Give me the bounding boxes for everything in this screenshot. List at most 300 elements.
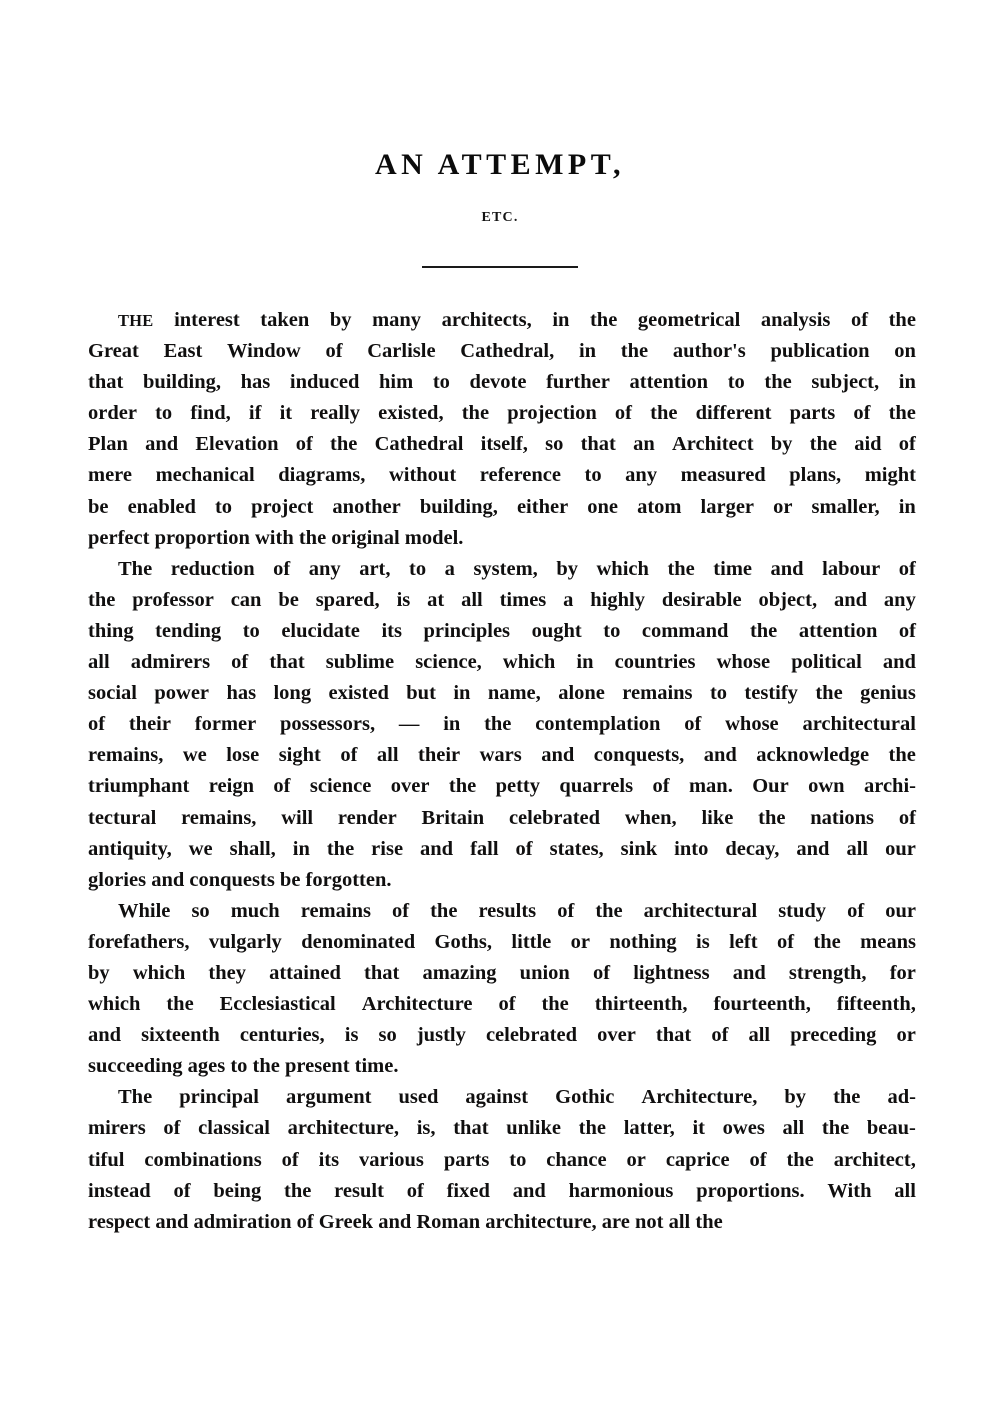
word: itself,: [480, 433, 528, 456]
word: science,: [415, 651, 482, 674]
word: in: [443, 713, 461, 736]
word: our: [885, 837, 916, 860]
word: means: [860, 930, 916, 953]
word: being: [213, 1179, 262, 1202]
word: or: [570, 930, 591, 953]
word: of: [749, 1148, 767, 1171]
word: subject,: [811, 371, 880, 394]
word: sight: [278, 744, 321, 767]
word: reign: [208, 775, 254, 798]
word: and: [796, 837, 830, 860]
word: that: [364, 961, 400, 984]
text-line: [88, 585, 916, 616]
word: in: [453, 682, 471, 705]
word: of: [614, 402, 632, 425]
word: and: [145, 433, 179, 456]
text-line: [88, 896, 916, 927]
word: parts: [443, 1148, 490, 1171]
word: art,: [359, 557, 391, 580]
word: of: [776, 930, 795, 953]
word: over: [390, 775, 430, 798]
word: wars: [479, 744, 522, 767]
word: and: [420, 837, 454, 860]
word: which: [132, 961, 186, 984]
word: result: [334, 1179, 384, 1202]
word: antiquity,: [88, 837, 172, 860]
word: to: [603, 619, 621, 642]
word: is,: [416, 1117, 436, 1140]
word: to: [242, 619, 260, 642]
text-line: [88, 771, 916, 802]
word: of: [231, 651, 249, 674]
word: any: [308, 557, 341, 580]
word: and: [882, 651, 916, 674]
word: With: [827, 1179, 872, 1202]
word: to: [709, 682, 728, 705]
word: of: [163, 1117, 181, 1140]
word: —: [398, 713, 420, 736]
word: of: [592, 961, 611, 984]
word: labour: [822, 557, 881, 580]
word: rise: [371, 837, 404, 860]
word: Carlisle: [367, 340, 436, 363]
word: a: [563, 588, 574, 611]
word: which: [88, 993, 141, 1016]
word: tiful: [88, 1148, 125, 1171]
word: the: [484, 713, 512, 736]
word: analysis: [760, 309, 831, 331]
word: states,: [549, 837, 604, 860]
word: possessors,: [280, 713, 376, 736]
word: the: [650, 402, 678, 425]
word: one: [587, 495, 618, 518]
word: whose: [716, 651, 771, 674]
word: remains,: [181, 806, 257, 829]
word: its: [318, 1148, 340, 1171]
text-line: [88, 367, 916, 398]
word: they: [208, 961, 246, 984]
word: so: [378, 1024, 397, 1047]
word: the: [430, 899, 458, 922]
word: project: [251, 495, 314, 518]
word: lose: [226, 744, 260, 767]
word: building,: [142, 371, 222, 394]
word: over: [597, 1024, 636, 1047]
word: remains: [622, 682, 693, 705]
word: further: [546, 371, 610, 394]
word: architectural: [802, 713, 916, 736]
word: fall: [470, 837, 499, 860]
word: publication: [770, 340, 870, 363]
word: harmonious: [568, 1179, 674, 1202]
word: the: [888, 744, 916, 767]
word: fifteenth,: [836, 993, 916, 1016]
word: study: [778, 899, 827, 922]
word: of: [847, 899, 865, 922]
word: author's: [672, 340, 746, 363]
word: to: [214, 495, 233, 518]
word: preceding: [790, 1024, 877, 1047]
word: so: [191, 899, 210, 922]
word: their: [128, 713, 171, 736]
text-line: [88, 1145, 916, 1176]
word: architects,: [441, 309, 532, 331]
word: of: [295, 433, 313, 456]
word: the: [809, 433, 837, 456]
text-line: [88, 492, 916, 523]
section-divider-rule: [422, 266, 578, 268]
word: and: [88, 1024, 122, 1047]
word: we: [188, 837, 213, 860]
text-line: [88, 740, 916, 771]
word: Our: [752, 775, 789, 798]
word: denominated: [301, 930, 416, 953]
word: will: [281, 806, 314, 829]
word: tending: [155, 619, 222, 642]
word: triumphant: [88, 775, 190, 798]
word: results: [478, 899, 537, 922]
word: in: [578, 340, 597, 363]
word: of: [684, 713, 702, 736]
word: justly: [416, 1024, 466, 1047]
word: While: [118, 899, 171, 922]
word: by: [770, 433, 793, 456]
word: forefathers,: [88, 930, 190, 953]
word: the: [448, 775, 477, 798]
word: Cathedral,: [460, 340, 555, 363]
word: without: [388, 464, 457, 487]
word: beau-: [866, 1117, 916, 1140]
word: owes: [722, 1117, 765, 1140]
word: long: [273, 682, 312, 705]
word: petty: [495, 775, 541, 798]
word: the: [88, 588, 116, 611]
text-line: [88, 958, 916, 989]
text-line: [88, 554, 916, 585]
word: and: [833, 588, 868, 611]
word: little: [511, 930, 552, 953]
word: The: [118, 557, 153, 580]
paragraph: [88, 896, 916, 1083]
word: all: [782, 1117, 805, 1140]
word: quarrels: [559, 775, 634, 798]
word: the: [786, 1148, 814, 1171]
word: times: [499, 588, 547, 611]
word: attention: [798, 619, 878, 642]
word: different: [695, 402, 772, 425]
word: instead: [88, 1179, 151, 1202]
word: of: [273, 775, 291, 798]
word: parts: [789, 402, 836, 425]
word: by: [88, 961, 110, 984]
word: attention: [629, 371, 709, 394]
word: architecture,: [287, 1117, 400, 1140]
word: the: [461, 402, 490, 425]
word: ad-: [887, 1086, 916, 1109]
text-line: [88, 305, 916, 336]
word: plans,: [789, 464, 842, 487]
word: our: [885, 899, 916, 922]
word: really: [310, 402, 360, 425]
word: diagrams,: [278, 464, 366, 487]
word: fourteenth,: [713, 993, 811, 1016]
word: of: [850, 309, 869, 331]
word: of: [406, 1179, 424, 1202]
word: the: [758, 806, 786, 829]
word: many: [372, 309, 422, 331]
word: principal: [179, 1086, 259, 1109]
word: when,: [624, 806, 677, 829]
body-text: [88, 305, 916, 1238]
word: the: [620, 340, 649, 363]
word: can: [230, 588, 262, 611]
text-line: [88, 429, 916, 460]
word: remains: [300, 899, 371, 922]
word: or: [773, 495, 793, 518]
word: that: [88, 371, 124, 394]
page-title: AN ATTEMPT,: [374, 148, 626, 181]
word: the: [578, 1117, 606, 1140]
word: principles: [423, 619, 511, 642]
word: an: [633, 433, 655, 456]
word: professor: [132, 588, 214, 611]
word: acknowledge: [756, 744, 870, 767]
word: of: [88, 713, 106, 736]
word: aid: [854, 433, 882, 456]
word: various: [358, 1148, 424, 1171]
text-line: [88, 647, 916, 678]
word: the: [833, 1086, 861, 1109]
word: own: [808, 775, 845, 798]
word: name,: [487, 682, 541, 705]
word: in: [898, 371, 916, 394]
word: countries: [614, 651, 696, 674]
word: in: [898, 495, 916, 518]
word: taken: [260, 309, 310, 331]
word: which: [596, 557, 649, 580]
word: archi-: [863, 775, 916, 798]
word: all: [894, 1179, 916, 1202]
page-subtitle: ETC.: [481, 210, 519, 225]
word: power: [154, 682, 210, 705]
word: has: [226, 682, 257, 705]
word: like: [701, 806, 734, 829]
word: shall,: [229, 837, 276, 860]
word: vulgarly: [208, 930, 282, 953]
word: all: [846, 837, 869, 860]
word: proportions.: [696, 1179, 805, 1202]
word: elucidate: [281, 619, 360, 642]
word: thirteenth,: [594, 993, 688, 1016]
text-line: [88, 989, 916, 1020]
word: Plan: [88, 433, 128, 456]
word: it: [279, 402, 293, 425]
word: genius: [860, 682, 916, 705]
word: used: [398, 1086, 439, 1109]
word: sink: [620, 837, 658, 860]
word: existed: [328, 682, 389, 705]
text-line: [88, 834, 916, 865]
word: all: [88, 651, 110, 674]
word: against: [465, 1086, 529, 1109]
word: is: [396, 588, 411, 611]
word: of: [281, 1148, 299, 1171]
paragraph: [88, 305, 916, 554]
word: for: [889, 961, 916, 984]
word: of: [652, 775, 670, 798]
word: be: [278, 588, 299, 611]
drop-smallcaps-word: THE: [118, 311, 154, 330]
text-line: perfect proportion with the original model.: [88, 526, 464, 549]
text-line: [88, 398, 916, 429]
word: thing: [88, 619, 134, 642]
word: find,: [190, 402, 231, 425]
word: to: [409, 557, 427, 580]
word: architectural: [643, 899, 758, 922]
word: on: [894, 340, 916, 363]
word: union: [519, 961, 570, 984]
word: if: [248, 402, 262, 425]
word: that: [580, 433, 616, 456]
word: the: [667, 557, 695, 580]
word: mere: [88, 464, 133, 487]
word: projection: [507, 402, 597, 425]
word: spared,: [315, 588, 380, 611]
word: Goths,: [434, 930, 493, 953]
word: by: [329, 309, 352, 331]
word: fixed: [446, 1179, 490, 1202]
word: ought: [531, 619, 582, 642]
word: the: [330, 433, 358, 456]
word: architect,: [833, 1148, 916, 1171]
word: tectural: [88, 806, 157, 829]
word: much: [230, 899, 280, 922]
word: and: [703, 744, 737, 767]
word: it: [692, 1117, 705, 1140]
word: social: [88, 682, 137, 705]
word: at: [427, 588, 445, 611]
text-line: succeeding ages to the present time.: [88, 1055, 399, 1078]
word: all: [376, 744, 399, 767]
word: building,: [419, 495, 498, 518]
word: its: [381, 619, 402, 642]
word: Elevation: [195, 433, 279, 456]
word: of: [340, 744, 358, 767]
word: former: [194, 713, 257, 736]
text-line: [88, 616, 916, 647]
word: the: [821, 1117, 850, 1140]
word: the: [326, 837, 355, 860]
word: time: [713, 557, 752, 580]
word: of: [898, 433, 916, 456]
word: any: [625, 464, 658, 487]
word: of: [898, 557, 916, 580]
word: and: [512, 1179, 546, 1202]
word: smaller,: [811, 495, 880, 518]
text-line: respect and admiration of Greek and Roman architecture, are not all the: [88, 1210, 723, 1233]
word: celebrated: [485, 1024, 578, 1047]
word: that: [453, 1117, 489, 1140]
word: decay,: [725, 837, 780, 860]
word: centuries,: [239, 1024, 325, 1047]
word: or: [896, 1024, 916, 1047]
word: Cathedral: [374, 433, 464, 456]
word: the: [813, 930, 841, 953]
word: and: [732, 961, 766, 984]
word: highly: [590, 588, 645, 611]
word: system,: [473, 557, 538, 580]
word: the: [595, 899, 623, 922]
word: has: [240, 371, 271, 394]
word: interest: [174, 309, 240, 331]
word: admirers: [130, 651, 211, 674]
word: The: [118, 1086, 153, 1109]
word: Architecture: [361, 993, 473, 1016]
word: Gothic: [555, 1086, 615, 1109]
word: the: [284, 1179, 312, 1202]
word: of: [173, 1179, 191, 1202]
word: the: [815, 682, 843, 705]
word: by: [784, 1086, 807, 1109]
word: and: [770, 557, 804, 580]
word: induced: [289, 371, 360, 394]
word: left: [729, 930, 758, 953]
word: nothing: [609, 930, 677, 953]
word: to: [727, 371, 745, 394]
word: caprice: [665, 1148, 730, 1171]
word: another: [332, 495, 401, 518]
word: of: [515, 837, 533, 860]
word: argument: [286, 1086, 372, 1109]
word: Architecture,: [641, 1086, 758, 1109]
text-line: [88, 927, 916, 958]
word: of: [325, 340, 343, 363]
word: sublime: [325, 651, 395, 674]
word: their: [418, 744, 461, 767]
word: lightness: [633, 961, 710, 984]
word: in: [576, 651, 594, 674]
text-line: [88, 678, 916, 709]
word: that: [655, 1024, 692, 1047]
word: remains,: [88, 744, 164, 767]
word: measured: [680, 464, 766, 487]
title-block: [0, 150, 1000, 180]
word: Britain: [421, 806, 485, 829]
word: conquests,: [593, 744, 685, 767]
word: to: [509, 1148, 527, 1171]
word: of: [711, 1024, 729, 1047]
word: desirable: [661, 588, 742, 611]
paragraph: [88, 1082, 916, 1237]
word: object,: [758, 588, 818, 611]
word: in: [292, 837, 310, 860]
word: which: [502, 651, 556, 674]
paragraph: [88, 554, 916, 896]
word: celebrated: [508, 806, 601, 829]
word: reduction: [170, 557, 255, 580]
word: of: [853, 402, 871, 425]
word: of: [391, 899, 410, 922]
word: classical: [198, 1117, 270, 1140]
word: to: [155, 402, 173, 425]
word: alone: [558, 682, 605, 705]
word: whose: [725, 713, 779, 736]
word: attained: [269, 961, 341, 984]
word: into: [674, 837, 709, 860]
word: enabled: [127, 495, 196, 518]
word: latter,: [623, 1117, 675, 1140]
word: Great: [88, 340, 139, 363]
